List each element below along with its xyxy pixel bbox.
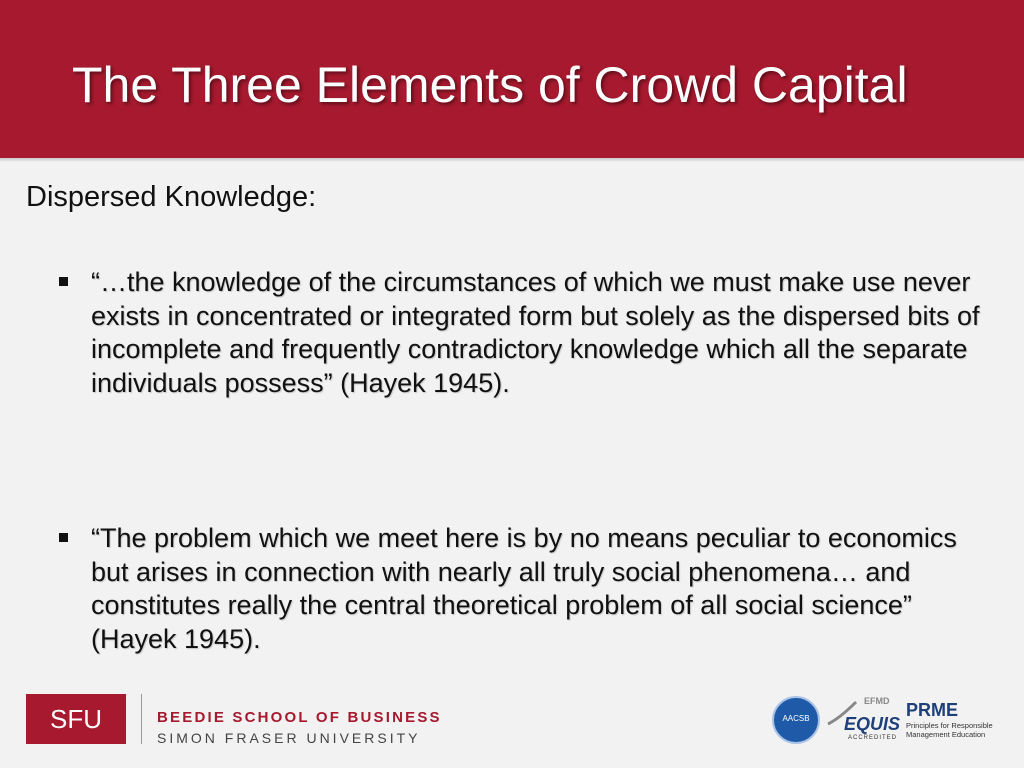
aacsb-label: AACSB	[782, 714, 810, 723]
footer	[0, 676, 1024, 768]
efmd-label: EFMD	[864, 696, 890, 706]
equis-accredited-label: ACCREDITED	[848, 735, 898, 741]
square-bullet-icon	[59, 533, 68, 542]
prme-logo	[906, 700, 1016, 744]
prme-label: PRME	[906, 700, 959, 720]
slide-title: The Three Elements of Crowd Capital	[72, 57, 908, 113]
subheading: Dispersed Knowledge:	[26, 181, 317, 213]
aacsb-badge-icon	[772, 696, 820, 744]
bullet-text: “The problem which we meet here is by no means peculiar to economics but arises in connection with nearly all truly social phenomena… and constitutes really the central theoretical problem of all social science” (Hayek 1945).	[91, 523, 957, 654]
equis-logo	[826, 696, 900, 746]
equis-label: EQUIS	[844, 714, 901, 734]
prme-subtitle-line2: Management Education	[906, 730, 986, 739]
school-name: BEEDIE SCHOOL OF BUSINESS	[157, 709, 442, 726]
bullet-text: “…the knowledge of the circumstances of which we must make use never exists in concentrated or integrated form but solely as the dispersed bits of incomplete and frequently contradictory knowledge which all the separate individuals possess” (Hayek 1945).	[91, 267, 980, 398]
sfu-logo-text: SFU	[50, 704, 102, 734]
prme-subtitle-line1: Principles for Responsible	[906, 721, 993, 730]
square-bullet-icon	[59, 277, 68, 286]
sfu-logo	[26, 694, 126, 744]
logo-divider	[141, 694, 142, 744]
title-bar	[0, 0, 1024, 158]
university-name: SIMON FRASER UNIVERSITY	[157, 730, 421, 746]
